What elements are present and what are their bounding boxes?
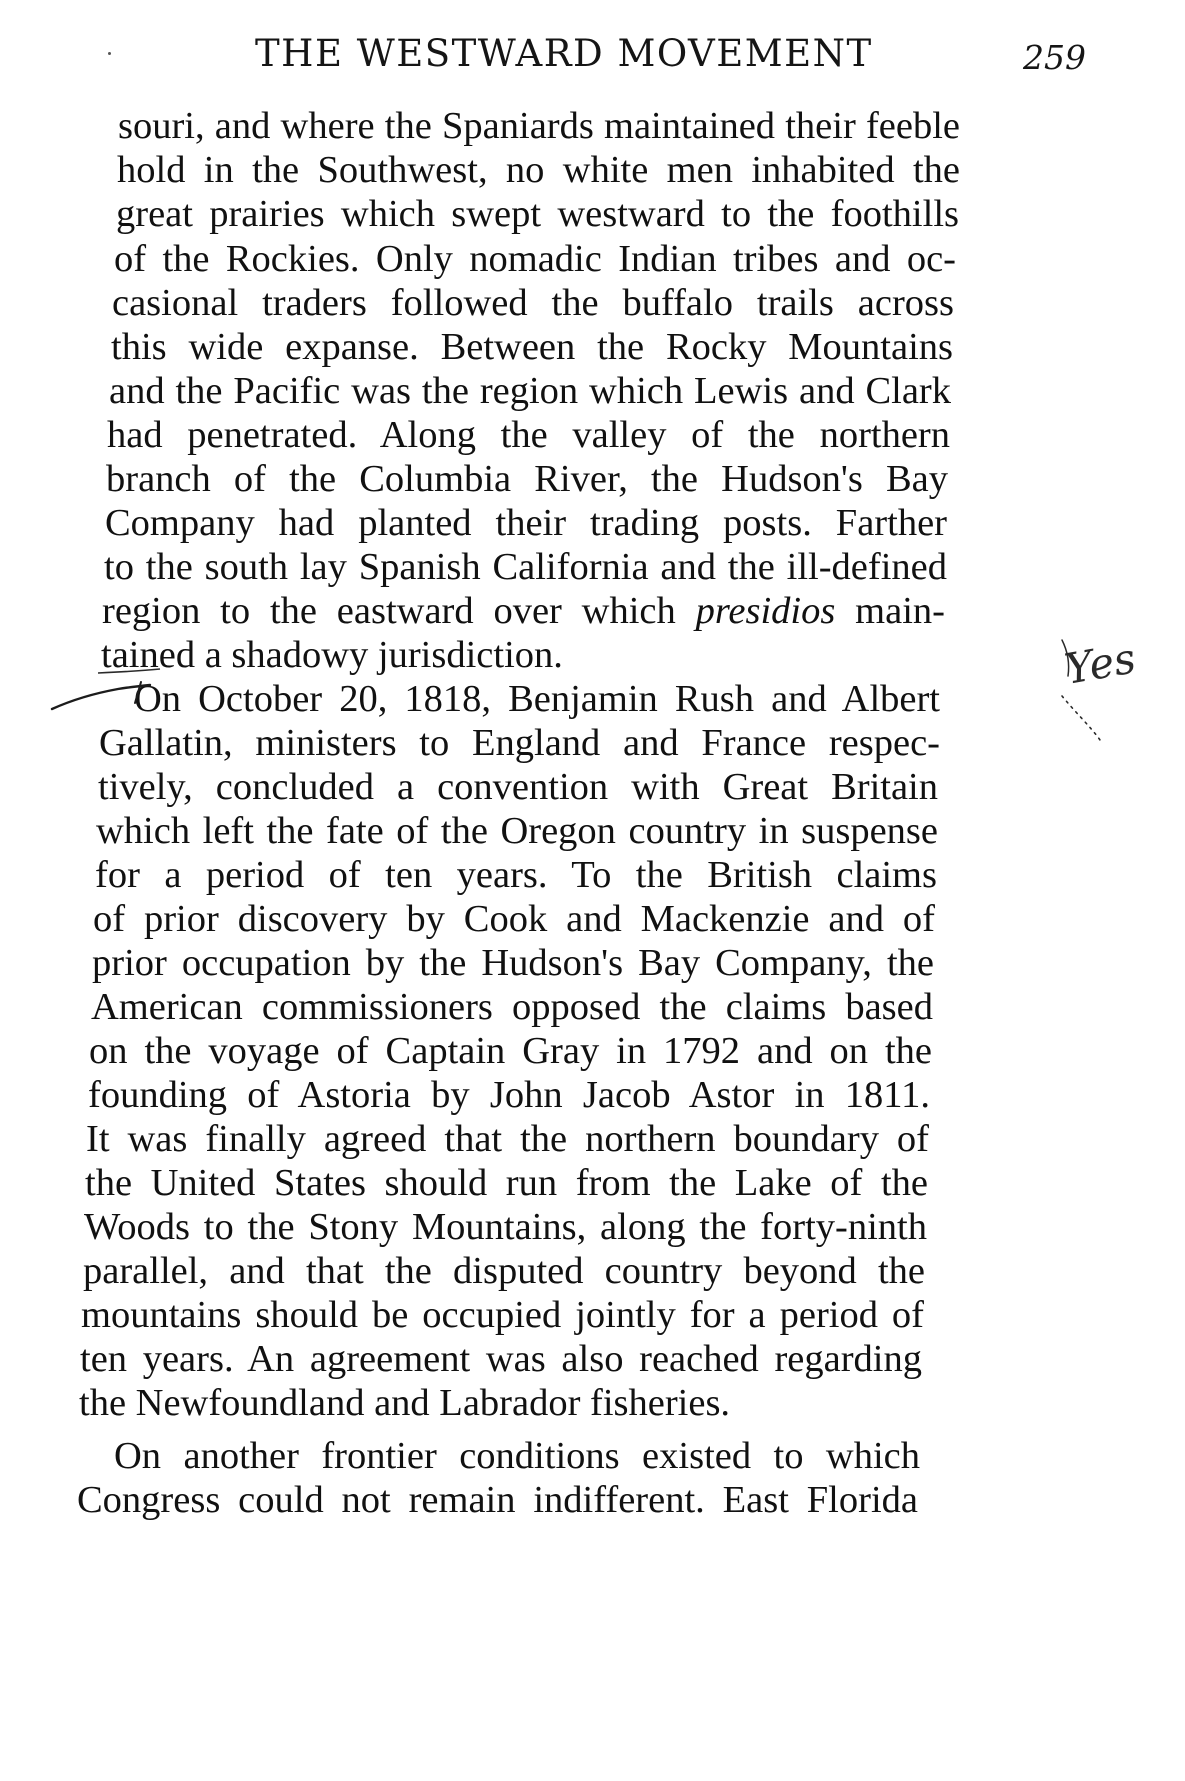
text-line: Gallatin, ministers to England and France respec- bbox=[99, 722, 940, 764]
text-line: of prior discovery by Cook and Mackenzie and of bbox=[93, 898, 935, 940]
text-line: Company had planted their trading posts. Farther bbox=[105, 502, 947, 544]
text-line: parallel, and that the disputed country beyond the bbox=[83, 1250, 925, 1292]
text-line: great prairies which swept westward to the foothills bbox=[116, 193, 959, 235]
text-line: on the voyage of Captain Gray in 1792 and on the bbox=[89, 1030, 932, 1072]
text-line: mountains should be occupied jointly for a period of bbox=[81, 1294, 924, 1336]
text-line: souri, and where the Spaniards maintained their feeble bbox=[118, 105, 960, 147]
text-line: the Newfoundland and Labrador fisheries. bbox=[79, 1382, 731, 1424]
text-line: tively, concluded a convention with Great Britain bbox=[98, 766, 938, 808]
text-line: Congress could not remain indifferent. East Florida bbox=[77, 1479, 918, 1521]
page-number: 259 bbox=[1023, 38, 1086, 77]
text-line: and the Pacific was the region which Lewis and Clark bbox=[109, 370, 951, 412]
paper-speck bbox=[108, 52, 111, 55]
text-line: On October 20, 1818, Benjamin Rush and Albert bbox=[134, 678, 940, 720]
text-line: It was finally agreed that the northern boundary of bbox=[86, 1118, 929, 1160]
text-line: American commissioners opposed the claims based bbox=[91, 986, 933, 1028]
text-line: On another frontier conditions existed to which bbox=[114, 1435, 920, 1477]
text-line: to the south lay Spanish California and the ill-defined bbox=[104, 546, 947, 588]
text-run: region to the eastward over which bbox=[102, 590, 696, 632]
text-line: prior occupation by the Hudson's Bay Company, the bbox=[92, 942, 934, 984]
text-line: ten years. An agreement was also reached regarding bbox=[80, 1338, 922, 1380]
text-line: the United States should run from the Lake of the bbox=[85, 1162, 928, 1204]
text-line: had penetrated. Along the valley of the northern bbox=[107, 414, 950, 456]
marginal-note: Yes bbox=[1061, 633, 1140, 694]
text-line: tained a shadowy jurisdiction. bbox=[101, 634, 563, 676]
running-title: THE WESTWARD MOVEMENT bbox=[255, 32, 873, 75]
text-line: Woods to the Stony Mountains, along the forty-ninth bbox=[84, 1206, 927, 1248]
text-line: casional traders followed the buffalo trails across bbox=[112, 282, 954, 324]
text-line: which left the fate of the Oregon country in suspense bbox=[96, 810, 938, 852]
text-line: hold in the Southwest, no white men inhabited the bbox=[117, 149, 960, 191]
text-line: of the Rockies. Only nomadic Indian tribes and oc- bbox=[114, 238, 956, 280]
text-line: for a period of ten years. To the British claims bbox=[95, 854, 937, 896]
text-line: this wide expanse. Between the Rocky Mountains bbox=[111, 326, 953, 368]
italic-word: presidios bbox=[695, 590, 836, 632]
text-run: main- bbox=[835, 590, 945, 632]
text-line: founding of Astoria by John Jacob Astor in 1811. bbox=[88, 1074, 930, 1116]
text-line-with-italic bbox=[102, 589, 945, 633]
text-line: branch of the Columbia River, the Hudson's Bay bbox=[106, 458, 948, 500]
